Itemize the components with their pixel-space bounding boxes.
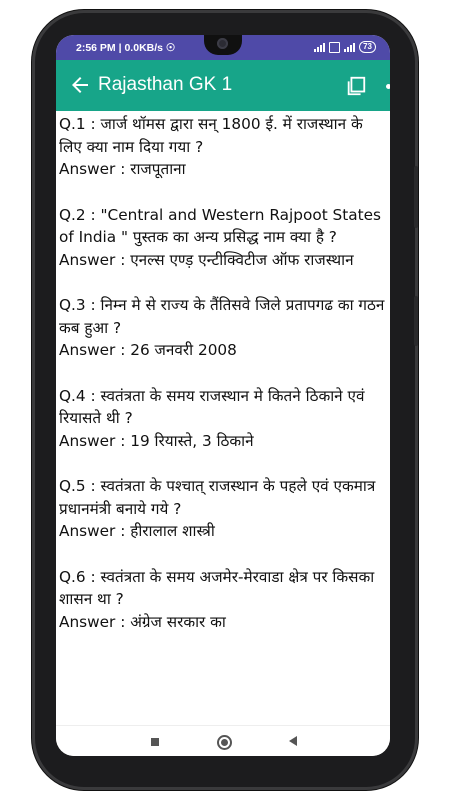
more-vert-icon[interactable] [386, 84, 390, 89]
battery-level: 73 [363, 42, 372, 51]
signal-icon [314, 42, 325, 52]
answer-text: Answer : 19 रियास्ते, 3 ठिकाने [59, 431, 254, 450]
answer-text: Answer : राजपूताना [59, 160, 186, 178]
answer-text: Answer : हीरालाल शास्त्री [59, 522, 215, 540]
volume-button [414, 166, 418, 228]
signal-icon-2 [344, 42, 355, 52]
question-text: Q.4 : स्वतंत्रता के समय राजस्थान मे कितने ठिकाने एवं रियासते थी ? [59, 386, 365, 427]
battery-icon [359, 41, 376, 53]
alarm-icon: ☉ [165, 42, 176, 54]
power-button [414, 296, 418, 346]
qa-item-2 [59, 204, 390, 272]
nav-back-icon[interactable] [289, 736, 297, 746]
status-bar [56, 35, 390, 60]
front-camera-icon [217, 38, 228, 49]
answer-text: Answer : 26 जनवरी 2008 [59, 341, 237, 359]
answer-text: Answer : एनल्स एण्ड़ एन्टीक्विटीज ऑफ राजस्थान [59, 250, 354, 269]
qa-item-5 [59, 475, 390, 543]
copy-icon[interactable] [345, 75, 367, 97]
system-nav-bar [56, 725, 390, 756]
answer-text: Answer : अंग्रेज सरकार का [59, 612, 226, 631]
screen [56, 35, 390, 756]
question-text: Q.3 : निम्न मे से राज्य के तैंतिसवे जिले प्रतापगढ का गठन कब हुआ ? [59, 296, 385, 337]
question-text: Q.2 : "Central and Western Rajpoot States of India " पुस्तक का अन्य प्रसिद्ध नाम क्या है ? [59, 205, 382, 246]
arrow-back-icon[interactable] [68, 73, 92, 97]
qa-item-6 [59, 566, 390, 634]
question-text: Q.5 : स्वतंत्रता के पश्चात् राजस्थान के पहले एवं एकमात्र प्रधानमंत्री बनाये गये ? [59, 477, 376, 518]
qa-list [59, 113, 390, 656]
page-title: Rajasthan GK 1 [98, 74, 233, 95]
question-text: Q.6 : स्वतंत्रता के समय अजमेर-मेरवाडा क्षेत्र पर किसका शासन था ? [59, 567, 375, 608]
recents-icon[interactable] [151, 738, 159, 746]
home-icon[interactable] [217, 735, 232, 750]
status-time: 2:56 PM | 0.0KB/s ☉ [76, 42, 176, 54]
data-icon [329, 42, 340, 53]
qa-item-4 [59, 385, 390, 453]
status-icons [314, 41, 376, 53]
app-bar [56, 60, 390, 111]
qa-item-3 [59, 294, 390, 362]
question-text: Q.1 : जार्ज थॉमस द्वारा सन् 1800 ई. में राजस्थान के लिए क्या नाम दिया गया ? [59, 115, 363, 156]
camera-notch [204, 35, 242, 55]
qa-item-1 [59, 113, 390, 181]
